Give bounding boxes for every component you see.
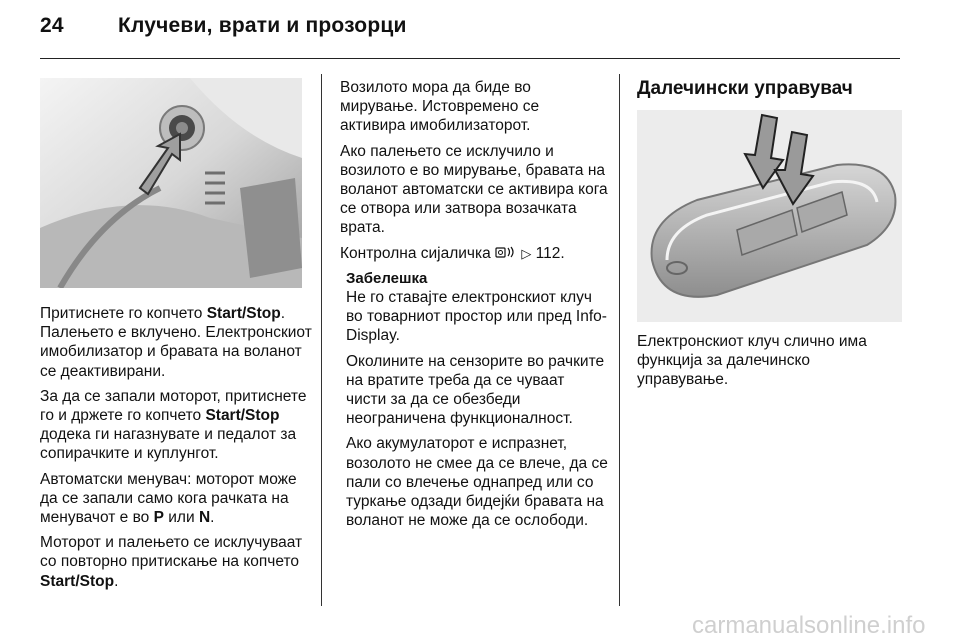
middle-column <box>340 78 608 536</box>
left-column <box>40 304 314 597</box>
paragraph: Автоматски менувач: моторот може да се запали само кога рачката на менувачот е во P или N. <box>40 470 297 527</box>
paragraph: Ако акумулаторот е испразнет, возолото не смее да се влече, да се пали со влечење однапред или со туркање одзади бидејќи бравата на воланот не може да се ослободи. <box>346 435 608 530</box>
right-column <box>637 332 903 396</box>
paragraph: Електронскиот клуч слично има функција за далечинско управување. <box>637 333 867 389</box>
paragraph: За да се запали моторот, притиснете го и држете го копчето Start/Stop додека ги нагазнувате и педалот за сопирачките и куплунгот. <box>40 387 307 463</box>
electronic-key-illustration <box>637 110 902 322</box>
gear-n-label: N <box>198 509 211 527</box>
paragraph: Не го ставајте електронскиот клуч во товарниот простор или пред Info-Display. <box>346 289 607 345</box>
column-divider-1 <box>321 74 322 606</box>
paragraph: Притиснете го копчето Start/Stop. Палењето е вклучено. Електронскиот имобилизатор и бравата на воланот се деактивирани. <box>40 305 312 380</box>
gear-p-label: P <box>153 509 164 527</box>
note-title: Забелешка <box>346 269 428 287</box>
note-box <box>346 269 608 531</box>
start-stop-button-illustration <box>40 78 302 288</box>
paragraph: Контролна сијаличка ▷ 112. <box>340 244 565 262</box>
paragraph: Моторот и палењето се исклучуваат со повторно притискање на копчето Start/Stop. <box>40 534 303 590</box>
start-stop-label: Start/Stop <box>206 305 281 322</box>
paragraph: Возилото мора да биде во мирување. Истовремено се активира имобилизаторот. <box>340 79 540 135</box>
column-divider-2 <box>619 74 620 606</box>
start-stop-label: Start/Stop <box>205 407 280 425</box>
page-ref-icon[interactable]: ▷ <box>521 245 532 261</box>
paragraph: Ако палењето се исклучило и возилото е во мирување, бравата на воланот автоматски се активира кога се отвора или затвора возачката врата. <box>340 142 608 237</box>
section-heading: Далечински управувач <box>637 78 853 99</box>
page-header <box>40 14 407 38</box>
key-indicator-icon <box>495 245 517 259</box>
page-ref-link[interactable]: 112. <box>535 244 565 262</box>
watermark: carmanualsonline.info <box>692 612 926 639</box>
start-stop-label: Start/Stop <box>40 572 115 590</box>
page-title: Клучеви, врати и прозорци <box>118 14 407 37</box>
header-rule <box>40 58 900 59</box>
page-number: 24 <box>40 14 64 37</box>
paragraph: Околините на сензорите во рачките на вратите треба да се чуваат чисти за да се обезбеди неограничена функционалност. <box>346 352 605 428</box>
